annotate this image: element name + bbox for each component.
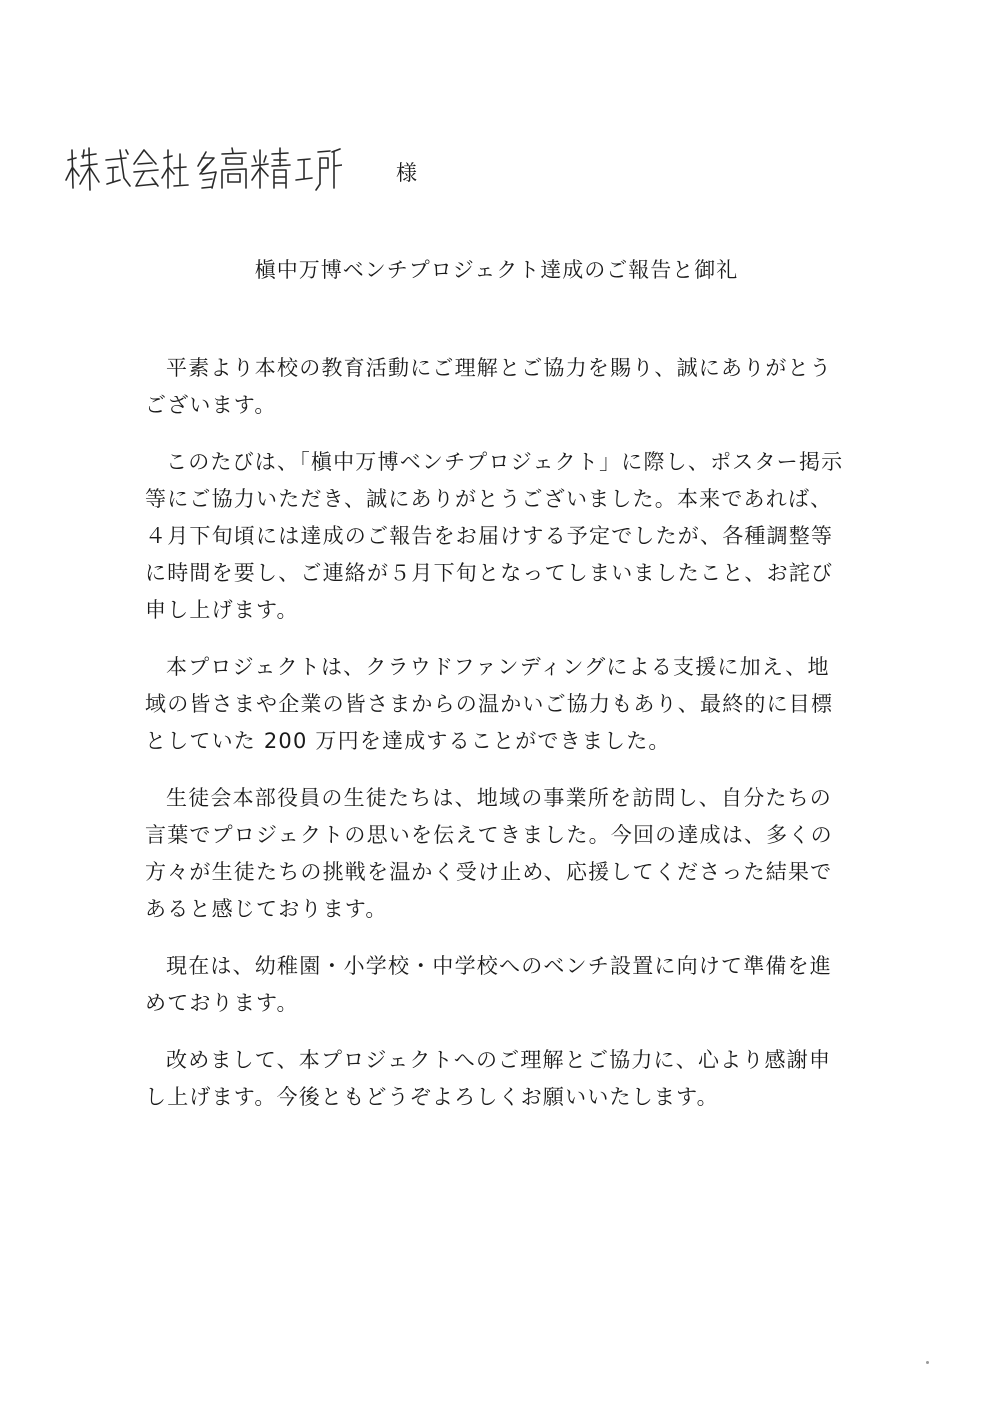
paragraph-current-status: 現在は、幼稚園・小学校・中学校へのベンチ設置に向けて準備を進めております。 (145, 954, 832, 1015)
paragraph-closing: 改めまして、本プロジェクトへのご理解とご協力に、心より感謝申し上げます。今後ともどうぞよろしくお願いいたします。 (145, 1048, 832, 1109)
letter-body (145, 350, 845, 1136)
paragraph-students: 生徒会本部役員の生徒たちは、地域の事業所を訪問し、自分たちの言葉でプロジェクトの思いを伝えてきました。今回の達成は、多くの方々が生徒たちの挑戦を温かく受け止め、応援してくださった結果であると感じております。 (145, 786, 833, 921)
handwritten-recipient-name (62, 140, 342, 196)
paragraph-greeting: 平素より本校の教育活動にご理解とご協力を賜り、誠にありがとうございます。 (145, 356, 832, 417)
scan-speck (926, 1361, 929, 1364)
honorific-sama: 様 (396, 161, 417, 185)
paragraph-thanks-apology: このたびは、「槇中万博ベンチプロジェクト」に際し、ポスター掲示等にご協力いただき、誠にありがとうございました。本来であれば、４月下旬頃には達成のご報告をお届けする予定でしたが、各種調整等に時間を要し、ご連絡が５月下旬となってしまいましたこと、お詫び申し上げます。 (145, 450, 844, 622)
letter-title: 槇中万博ベンチプロジェクト達成のご報告と御礼 (254, 258, 739, 282)
paragraph-goal-achieved: 本プロジェクトは、クラウドファンディングによる支援に加え、地域の皆さまや企業の皆さまからの温かいご協力もあり、最終的に目標としていた 200 万円を達成することができました。 (145, 655, 834, 753)
